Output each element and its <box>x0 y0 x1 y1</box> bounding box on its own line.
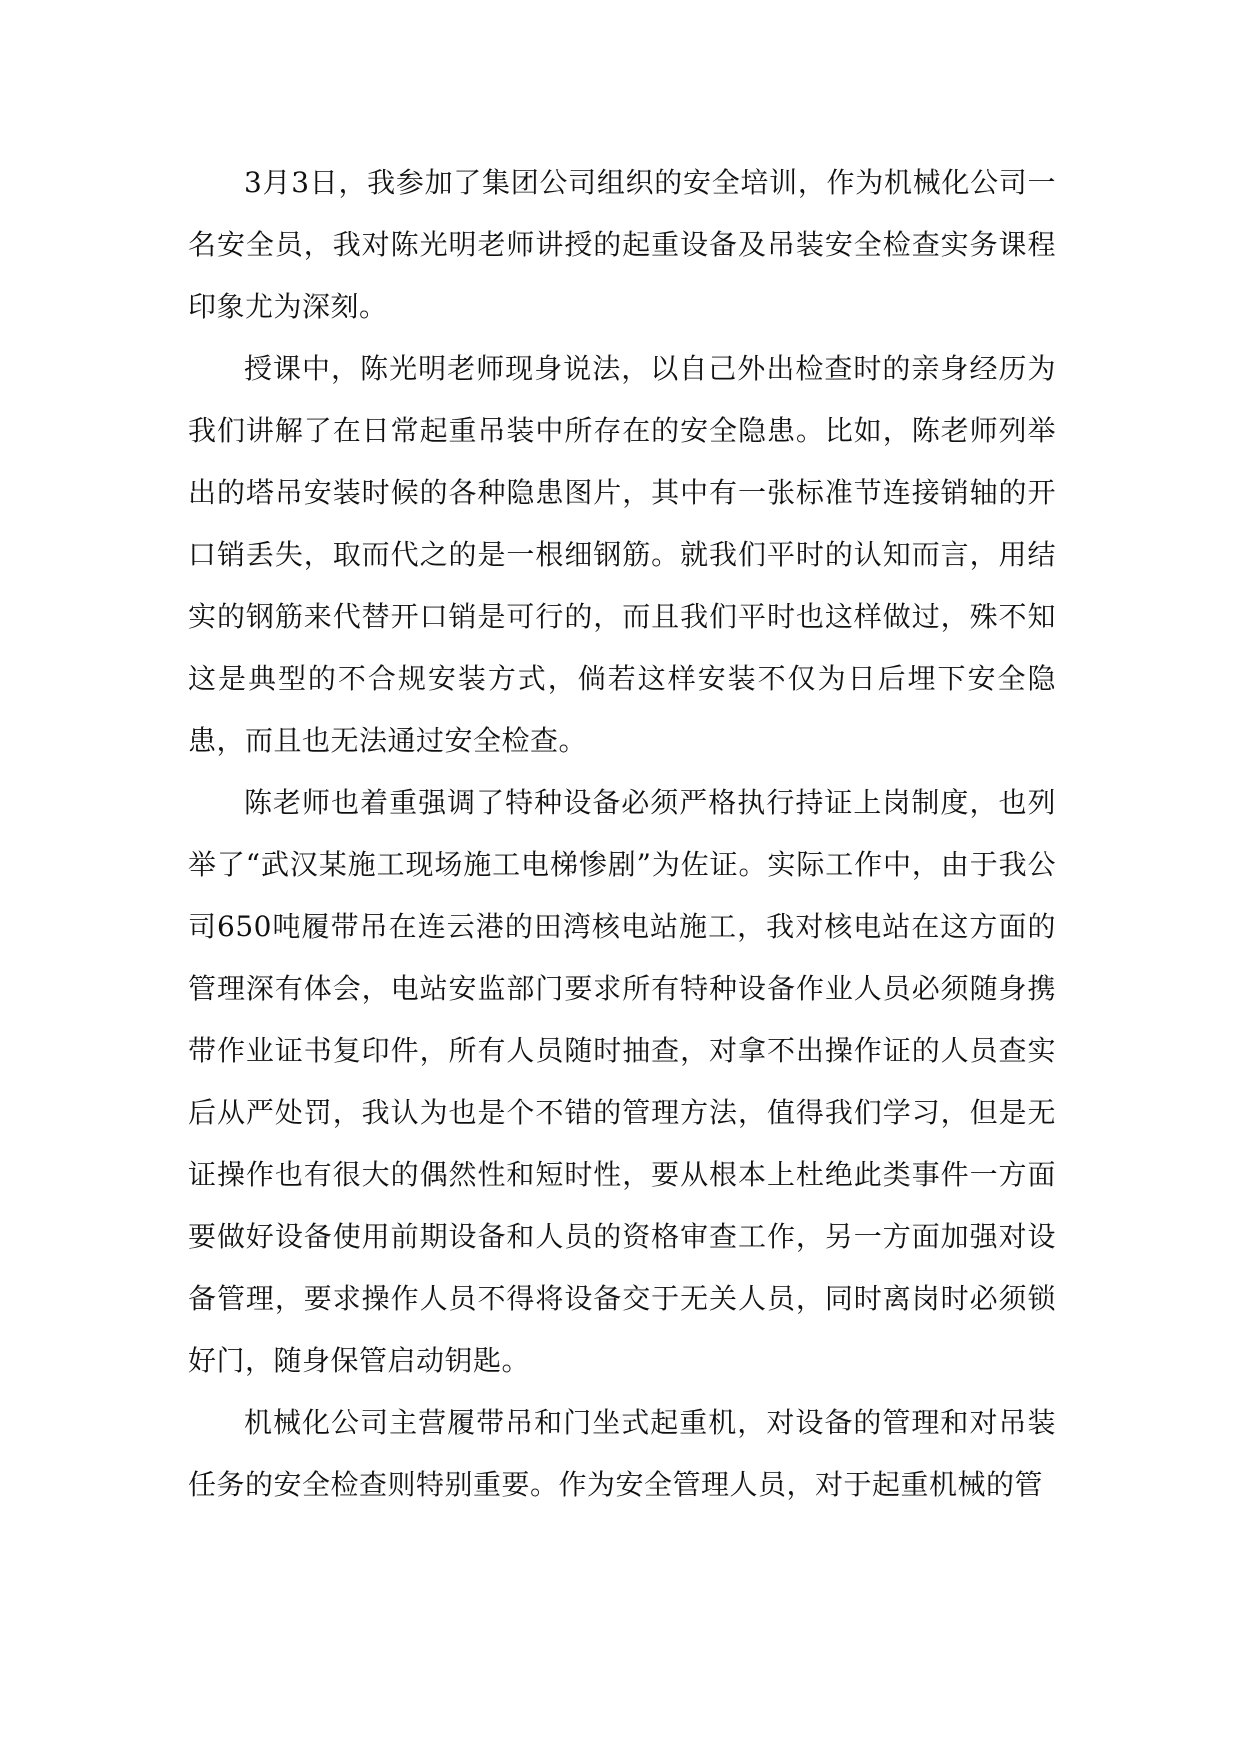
paragraph: 3月3日，我参加了集团公司组织的安全培训，作为机械化公司一名安全员，我对陈光明老师讲授的起重设备及吊装安全检查实务课程印象尤为深刻。 <box>188 166 1056 323</box>
paragraph: 陈老师也着重强调了特种设备必须严格执行持证上岗制度，也列举了“武汉某施工现场施工电梯惨剧”为佐证。实际工作中，由于我公司650吨履带吊在连云港的田湾核电站施工，我对核电站在这方面的管理深有体会，电站安监部门要求所有特种设备作业人员必须随身携带作业证书复印件，所有人员随时抽查，对拿不出操作证的人员查实后从严处罚，我认为也是个不错的管理方法，值得我们学习，但是无证操作也有很大的偶然性和短时性，要从根本上杜绝此类事件一方面要做好设备使用前期设备和人员的资格审查工作，另一方面加强对设备管理，要求操作人员不得将设备交于无关人员，同时离岗时必须锁好门，随身保管启动钥匙。 <box>188 786 1056 1377</box>
document-body <box>188 152 1056 1516</box>
paragraph: 机械化公司主营履带吊和门坐式起重机，对设备的管理和对吊装任务的安全检查则特别重要。作为安全管理人员，对于起重机械的管 <box>188 1406 1056 1501</box>
paragraph: 授课中，陈光明老师现身说法，以自己外出检查时的亲身经历为我们讲解了在日常起重吊装中所存在的安全隐患。比如，陈老师列举出的塔吊安装时候的各种隐患图片，其中有一张标准节连接销轴的开口销丢失，取而代之的是一根细钢筋。就我们平时的认知而言，用结实的钢筋来代替开口销是可行的，而且我们平时也这样做过，殊不知这是典型的不合规安装方式，倘若这样安装不仅为日后埋下安全隐患，而且也无法通过安全检查。 <box>188 352 1056 757</box>
